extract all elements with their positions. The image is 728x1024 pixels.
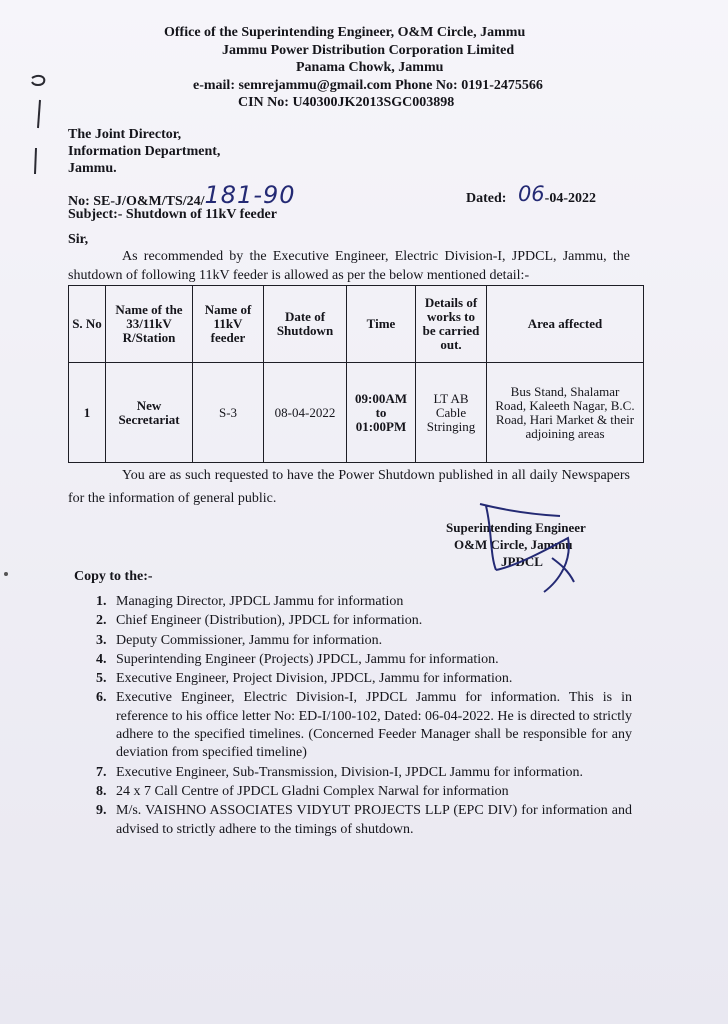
dated-label: Dated: [466, 191, 507, 206]
list-item [70, 651, 632, 669]
table-header-row [69, 286, 644, 363]
list-item [70, 670, 632, 688]
cell-works: LT AB Cable Stringing [416, 363, 487, 463]
item-number: 1. [96, 594, 107, 609]
table-row [69, 363, 644, 463]
item-number: 4. [96, 651, 107, 667]
item-text: Managing Director, JPDCL Jammu for information [116, 594, 404, 609]
salutation: Sir, [68, 232, 89, 247]
request-text: You are as such requested to have the Power Shutdown published in all daily Newspapers for the information of general public. [68, 468, 630, 506]
cell-station: New Secretariat [106, 363, 193, 463]
header-feeder: Name of 11kV feeder [193, 286, 264, 363]
intro-paragraph [68, 247, 630, 285]
header-date: Date of Shutdown [264, 286, 347, 363]
copy-to-title: Copy to the:- [74, 569, 153, 584]
reference-prefix: No: SE-J/O&M/TS/24/ [68, 194, 205, 209]
date-rest: -04-2022 [544, 191, 596, 206]
letterhead-cin: CIN No: U40300JK2013SGC003898 [238, 95, 455, 110]
handwritten-reference: 181-90 [204, 181, 296, 209]
addressee-block [68, 126, 220, 177]
header-station: Name of the 33/11kV R/Station [106, 286, 193, 363]
item-number: 3. [96, 632, 107, 648]
header-time: Time [347, 286, 416, 363]
list-item [70, 802, 632, 839]
item-number: 5. [96, 671, 107, 687]
list-item [70, 632, 632, 650]
header-works: Details of works to be carried out. [416, 286, 487, 363]
cell-date: 08-04-2022 [264, 363, 347, 463]
letterhead-address: Panama Chowk, Jammu [296, 60, 444, 75]
cell-feeder: S-3 [193, 363, 264, 463]
shutdown-table [68, 285, 644, 463]
letterhead-contact: e-mail: semrejammu@gmail.com Phone No: 0191-2475566 [193, 78, 543, 93]
reference-date [466, 183, 596, 207]
letterhead-company: Jammu Power Distribution Corporation Limited [222, 43, 515, 58]
item-text: 24 x 7 Call Centre of JPDCL Gladni Complex Narwal for information [116, 783, 509, 799]
item-text: Superintending Engineer (Projects) JPDCL, Jammu for information. [116, 651, 499, 667]
item-text: Chief Engineer (Distribution), JPDCL for information. [116, 613, 423, 629]
intro-text: As recommended by the Executive Engineer, Electric Division-I, JPDCL, Jammu, the shutdown of following 11kV feeder is allowed as per the below mentioned detail:- [68, 249, 630, 283]
copy-to-list [70, 593, 632, 840]
cell-area: Bus Stand, Shalamar Road, Kaleeth Nagar, B.C. Road, Hari Market & their adjoining areas [487, 363, 644, 463]
item-text: M/s. VAISHNO ASSOCIATES VIDYUT PROJECTS LLP (EPC DIV) for information and advised to strictly adhere to the timings of shutdown. [116, 803, 632, 837]
margin-pen-marks [26, 70, 56, 180]
signature-org: JPDCL [501, 554, 543, 569]
item-text: Executive Engineer, Project Division, JPDCL, Jammu for information. [116, 671, 513, 687]
item-number: 7. [96, 764, 107, 780]
letterhead-office: Office of the Superintending Engineer, O&M Circle, Jammu [164, 25, 526, 40]
list-item [70, 593, 632, 611]
list-item [70, 689, 632, 762]
cell-sno: 1 [69, 363, 106, 463]
item-number: 9. [96, 803, 107, 819]
item-number: 2. [96, 613, 107, 629]
handwritten-signature [456, 500, 596, 600]
item-number: 6. [96, 690, 107, 706]
header-area: Area affected [487, 286, 644, 363]
subject-line: Subject:- Shutdown of 11kV feeder [68, 207, 277, 222]
addressee-line-2: Information Department, [68, 144, 221, 159]
handwritten-date-day: 06 [517, 182, 545, 206]
header-sno: S. No [69, 286, 106, 363]
item-number: 8. [96, 783, 107, 799]
list-item [70, 764, 632, 782]
margin-dot [4, 572, 8, 576]
signature-title: Superintending Engineer [446, 520, 586, 535]
signature-circle: O&M Circle, Jammu [454, 537, 573, 552]
item-text: Deputy Commissioner, Jammu for information. [116, 632, 383, 648]
addressee-line-1: The Joint Director, [68, 127, 182, 142]
list-item [70, 783, 632, 801]
list-item [70, 612, 632, 630]
cell-time: 09:00AM to 01:00PM [347, 363, 416, 463]
item-text: Executive Engineer, Sub-Transmission, Division-I, JPDCL Jammu for information. [116, 764, 583, 780]
addressee-line-3: Jammu. [68, 161, 117, 176]
item-text: Executive Engineer, Electric Division-I, JPDCL Jammu for information. This is in reference to his office letter No: ED-I/100-102, Dated: 06-04-2022. He is directed to strictly adhere to the specified timelines. (Concerned Feeder Manager shall be responsible for any deviation from specified timeline) [116, 690, 632, 761]
